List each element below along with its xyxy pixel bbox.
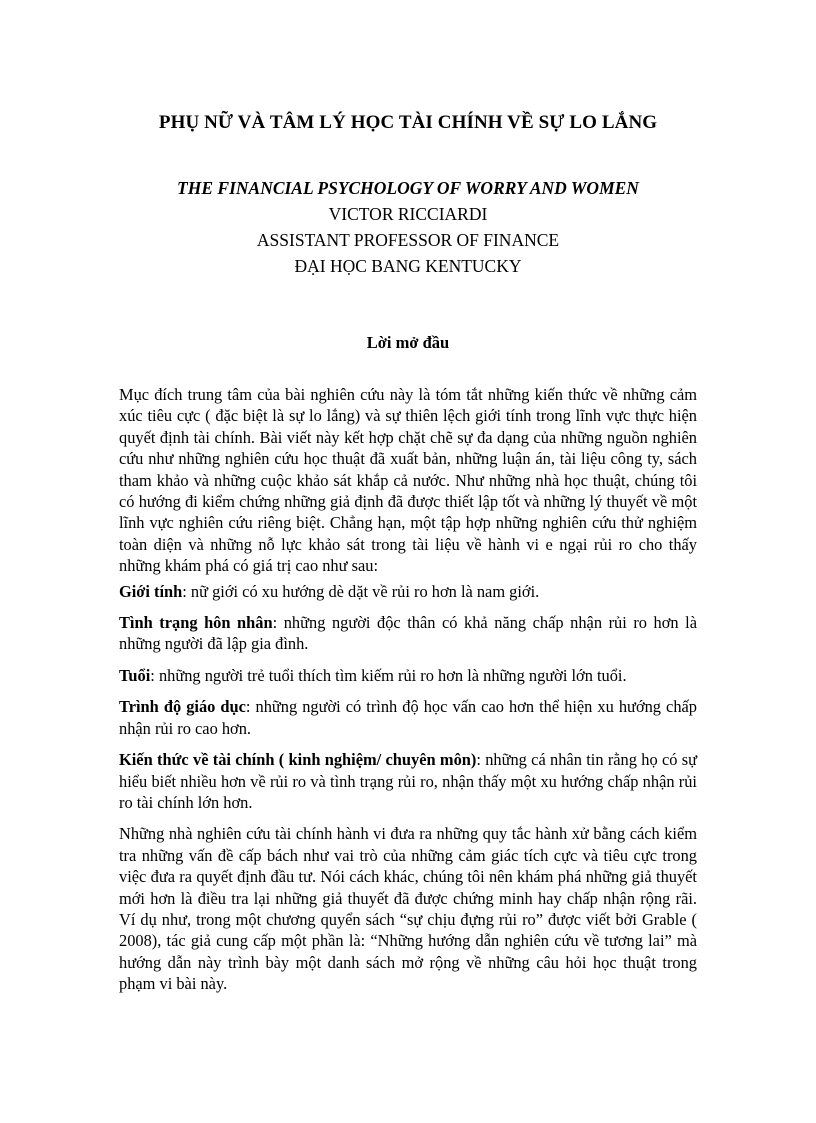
finding-education bbox=[119, 696, 697, 739]
finding-text: : nữ giới có xu hướng dè dặt về rủi ro hơn là nam giới. bbox=[182, 581, 540, 601]
finding-text: : những người độc thân có khả năng chấp nhận rủi ro hơn là những người đã lập gia đình. bbox=[119, 613, 697, 654]
author-position: ASSISTANT PROFESSOR OF FINANCE bbox=[256, 230, 560, 250]
finding-term: Kiến thức về tài chính ( kinh nghiệm/ chuyên môn) bbox=[119, 750, 477, 770]
finding-term: Trình độ giáo dục bbox=[119, 697, 246, 717]
finding-gender bbox=[119, 581, 697, 602]
finding-marital-status bbox=[119, 612, 697, 655]
finding-text: : những cá nhân tin rằng họ có sự hiểu biết nhiều hơn về rủi ro và tình trạng rủi ro, nhận thấy một xu hướng chấp nhận rủi ro tài chính lớn hơn. bbox=[119, 750, 697, 812]
closing-paragraph: Những nhà nghiên cứu tài chính hành vi đưa ra những quy tắc hành xử bằng cách kiểm tra những vấn đề cấp bách như vai trò của những cảm giác tích cực và tiêu cực trong việc đưa ra quyết định đầu tư. Nói cách khác, chúng tôi nên khám phá những giả thuyết mới hơn là điều tra lại những giả thuyết đã được chứng minh hay chấp nhận rộng rãi. Ví dụ như, trong một chương quyển sách “sự chịu đựng rủi ro” được viết bởi Grable ( 2008), tác giả cung cấp một phần là: “Những hướng dẫn nghiên cứu về tương lai” mà hướng dẫn này trình bày một danh sách mở rộng về những câu hỏi học thuật trong phạm vi bài này. bbox=[119, 824, 697, 994]
english-title: THE FINANCIAL PSYCHOLOGY OF WORRY AND WOMEN bbox=[177, 178, 639, 198]
preface-heading: Lời mở đầu bbox=[366, 333, 450, 352]
finding-term: Giới tính bbox=[119, 581, 183, 601]
document-body bbox=[119, 384, 697, 1005]
finding-text: : những người có trình độ học vấn cao hơn thể hiện xu hướng chấp nhận rủi ro cao hơn. bbox=[119, 697, 697, 738]
finding-term: Tình trạng hôn nhân bbox=[119, 613, 273, 633]
finding-term: Tuổi bbox=[119, 665, 151, 685]
finding-financial-knowledge bbox=[119, 749, 697, 813]
document-title: PHỤ NỮ VÀ TÂM LÝ HỌC TÀI CHÍNH VỀ SỰ LO LẮNG bbox=[158, 112, 658, 133]
author-name: VICTOR RICCIARDI bbox=[328, 204, 488, 224]
intro-paragraph: Mục đích trung tâm của bài nghiên cứu này là tóm tắt những kiến thức về những cảm xúc tiêu cực ( đặc biệt là sự lo lắng) và sự thiên lệch giới tính trong lĩnh vực thực hiện quyết định tài chính. Bài viết này kết hợp chặt chẽ sự đa dạng của những nguồn nghiên cứu như những nghiên cứu học thuật đã xuất bản, những luận án, tài liệu công ty, sách tham khảo và những cuộc khảo sát khắp cả nước. Như những nhà học thuật, chúng tôi có hướng đi kiểm chứng những giả định đã được thiết lập tốt và những lý thuyết về một lĩnh vực nghiên cứu riêng biệt. Chẳng hạn, một tập hợp những nghiên cứu thử nghiệm toàn diện và những nỗ lực khảo sát trong tài liệu về hành vi e ngại rủi ro cho thấy những khám phá có giá trị cao như sau: bbox=[119, 385, 697, 576]
institution-name: ĐẠI HỌC BANG KENTUCKY bbox=[294, 256, 522, 276]
finding-text: : những người trẻ tuổi thích tìm kiếm rủi ro hơn là những người lớn tuổi. bbox=[150, 665, 627, 685]
finding-age bbox=[119, 665, 697, 686]
title-block bbox=[0, 175, 816, 279]
